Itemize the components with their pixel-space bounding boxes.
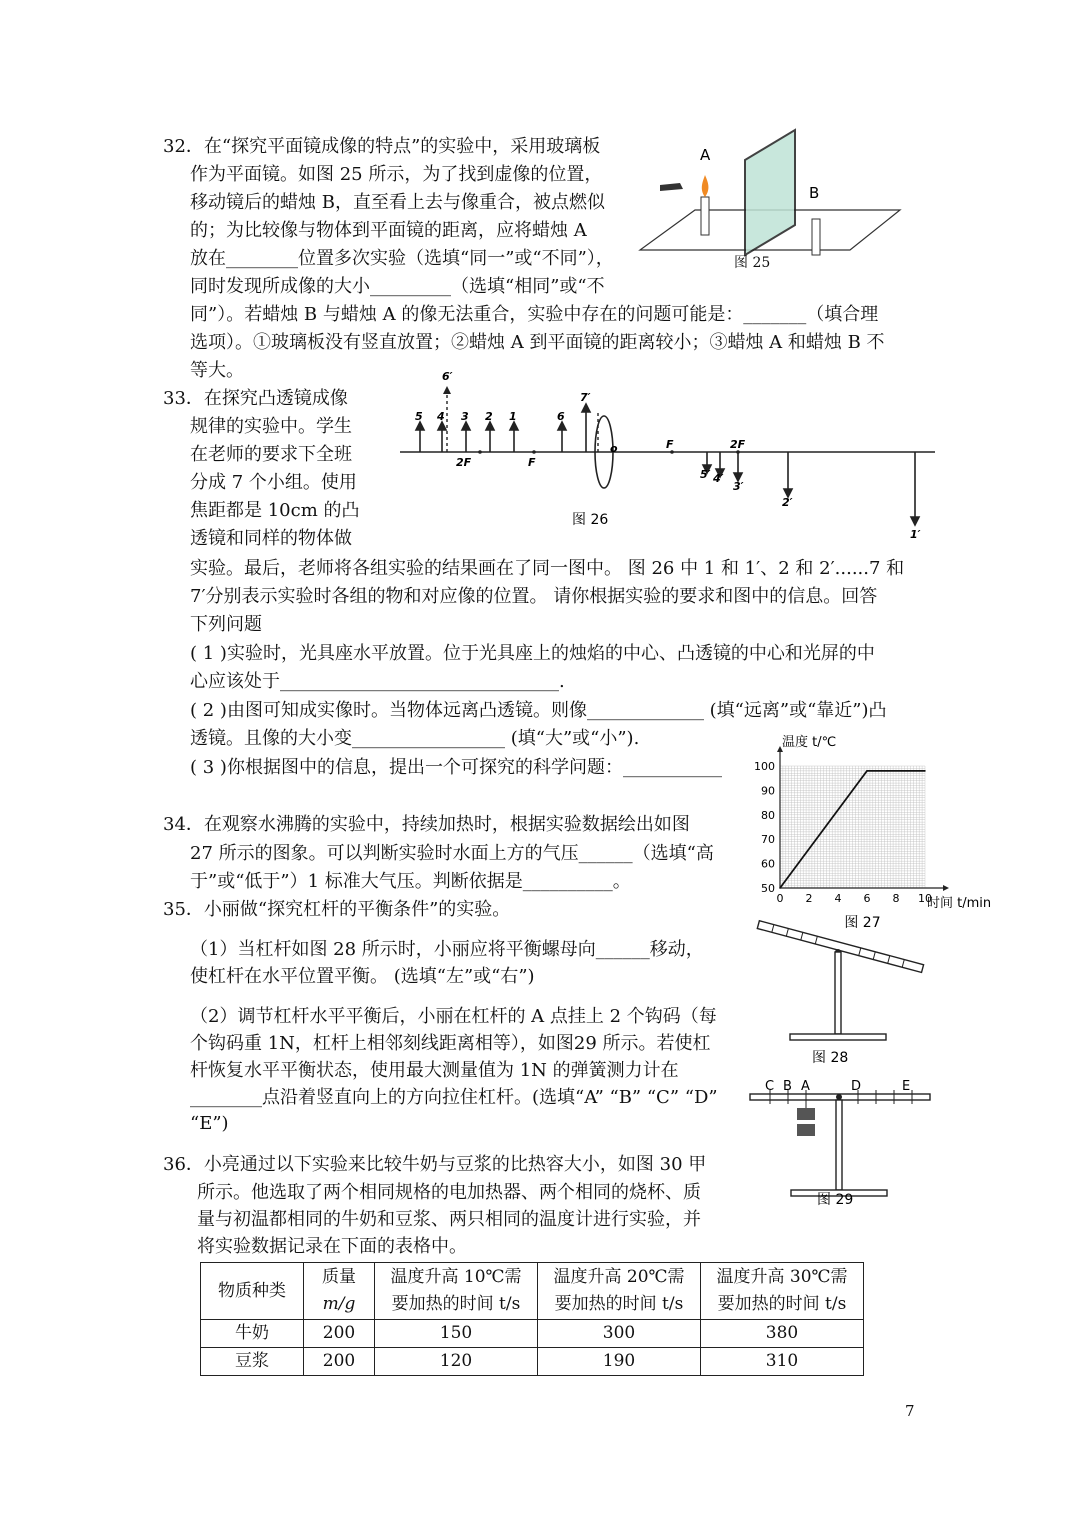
lbl-img1p: 1′ (910, 528, 921, 541)
y-tick-label: 90 (761, 784, 775, 798)
candle-a (701, 197, 709, 235)
table-cell: 豆浆 (201, 1348, 304, 1376)
y-tick-label: 60 (761, 857, 775, 871)
image-6-head (443, 386, 451, 394)
x-tick-label: 10 (918, 892, 932, 905)
q35-line: 杆恢复水平平衡状态，使用最大测量值为 1N 的弹簧测力计在 (190, 1060, 679, 1081)
q35-line: ________点沿着竖直向上的方向拉住杠杆。(选填“A” “B” “C” “D” (190, 1087, 718, 1108)
q32-line: 的；为比较像与物体到平面镜的距离，应将蜡烛 A (190, 220, 587, 241)
stand-pole (835, 952, 841, 1034)
q33-line: 33．在探究凸透镜成像 (163, 388, 348, 409)
data-point (866, 770, 868, 772)
y-tick-label: 80 (761, 808, 775, 822)
q33-line: 分成 7 个小组。使用 (190, 472, 357, 493)
table-cell: 200 (304, 1320, 375, 1348)
x-tick-label: 0 (776, 892, 784, 905)
q33-line: 7′分别表示实验时各组的物和对应像的位置。 请你根据实验的要求和图中的信息。回答 (190, 586, 878, 607)
label-a: A (700, 146, 711, 164)
stand-base (790, 1034, 886, 1040)
q32-line: 同时发现所成像的大小_________（选填“相同”或“不 (190, 276, 605, 297)
q36-line: 所示。他选取了两个相同规格的电加热器、两个相同的烧杯、质 (197, 1182, 701, 1203)
point-e: E (902, 1079, 911, 1094)
lbl-obj7p: 7′ (580, 391, 591, 404)
q34-line: 于”或“低于”）1 标准大气压。判断依据是__________。 (190, 871, 631, 892)
q33-line: 透镜和同样的物体做 (190, 528, 352, 549)
header-line: 温度升高 10℃需 (390, 1267, 522, 1287)
object-5-head (416, 422, 424, 430)
candle-b (812, 219, 820, 255)
flame (702, 175, 709, 197)
q32-line: 选项）。①玻璃板没有竖直放置；②蜡烛 A 到平面镜的距离较小；③蜡烛 A 和蜡烛 B 不 (190, 332, 885, 353)
lbl-obj5: 5 (415, 410, 423, 423)
q33-line: 下列问题 (190, 614, 262, 635)
q32-line: 32．在“探究平面镜成像的特点”的实验中，采用玻璃板 (163, 136, 601, 157)
point-a: A (801, 1079, 810, 1094)
point-b: B (783, 1079, 792, 1094)
data-point (779, 887, 781, 889)
y-tick-label: 100 (754, 760, 775, 773)
q35-line: 使杠杆在水平位置平衡。 (选填“左”或“右”) (190, 966, 535, 987)
lbl-obj3: 3 (461, 410, 469, 423)
q32-line: 放在________位置多次实验（选填“同一”或“不同”）， (190, 248, 614, 269)
q36-line: 量与初温都相同的牛奶和豆浆、两只相同的温度计进行实验，并 (197, 1209, 701, 1230)
q33-line: 焦距都是 10cm 的凸 (190, 500, 360, 521)
hook-weight-1 (797, 1108, 815, 1120)
q33-line: ( 2 )由图可知成实像时。当物体远离凸透镜。则像_____________ (填“远离”或“靠近”)凸 (190, 700, 887, 721)
lbl-obj4: 4 (437, 410, 445, 423)
q33-line: ( 3 )你根据图中的信息，提出一个可探究的科学问题：___________ (190, 757, 722, 778)
table-cell: 150 (375, 1320, 538, 1348)
object-2-head (486, 422, 494, 430)
header-line: 质量 (322, 1267, 356, 1287)
lbl-obj1: 1 (509, 410, 517, 423)
q35-line: （1）当杠杆如图 28 所示时，小丽应将平衡螺母向______移动， (190, 939, 704, 960)
header-cell (538, 1263, 701, 1320)
hook-weight-2 (797, 1124, 815, 1136)
fig25-caption: 图 25 (734, 255, 771, 271)
x-tick-label: 2 (805, 892, 813, 905)
data-table (200, 1262, 864, 1376)
header-line: 要加热的时间 t/s (391, 1294, 521, 1314)
lbl-o: o (610, 442, 618, 455)
q33-line: 心应该处于_______________________________. (190, 671, 565, 692)
object-1-head (510, 422, 518, 430)
stand-pole (836, 1100, 842, 1190)
q33-line: 实验。最后，老师将各组实验的结果画在了同一图中。 图 26 中 1 和 1′、2 和 2′......7 和 (190, 558, 905, 579)
object-6-head (558, 422, 566, 430)
x-tick-label: 8 (892, 892, 900, 905)
q35-title: 35．小丽做“探究杠杆的平衡条件”的实验。 (163, 899, 511, 920)
q34-line: 34．在观察水沸腾的实验中，持续加热时，根据实验数据绘出如图 (163, 814, 690, 835)
fig28-caption: 图 28 (812, 1050, 849, 1066)
q34-line: 27 所示的图象。可以判断实验时水面上方的气压______（选填“高 (190, 843, 714, 864)
glass-plate (745, 130, 795, 255)
lbl-img2p: 2′ (782, 496, 793, 509)
figure-28 (750, 918, 910, 1068)
table-cell: 310 (701, 1348, 864, 1376)
header-cell: 物质种类 (201, 1263, 304, 1320)
q32-line: 等大。 (190, 360, 244, 381)
table-cell: 牛奶 (201, 1320, 304, 1348)
header-line: 温度升高 30℃需 (716, 1267, 848, 1287)
q33-line: ( 1 )实验时，光具座水平放置。位于光具座上的烛焰的中心、凸透镜的中心和光屏的中 (190, 643, 875, 664)
object-3-head (462, 422, 470, 430)
table-header-row (201, 1263, 864, 1320)
q35-line: 个钩码重 1N，杠杆上相邻刻线距离相等），如图29 所示。若使杠 (190, 1033, 711, 1054)
lbl-2f-left: 2F (456, 456, 472, 469)
q35-line: “E”) (190, 1113, 229, 1134)
chart-title: 图 27 (844, 915, 881, 931)
header-cell (304, 1263, 375, 1320)
y-axis-label: 温度 t/℃ (782, 735, 837, 750)
lbl-f-left: F (528, 456, 536, 469)
figure-26 (400, 368, 940, 548)
q32-line: 作为平面镜。如图 25 所示，为了找到虚像的位置， (190, 164, 603, 185)
q36-line: 36．小亮通过以下实验来比较牛奶与豆浆的比热容大小，如图 30 甲 (163, 1154, 707, 1175)
figure-29 (745, 1078, 935, 1213)
header-cell (375, 1263, 538, 1320)
q32-line: 移动镜后的蜡烛 B，直至看上去与像重合，被点燃似 (190, 192, 605, 213)
data-point (924, 770, 926, 772)
header-line: 要加热的时间 t/s (717, 1294, 847, 1314)
figure-25 (635, 125, 905, 270)
figure-27-chart (745, 735, 992, 938)
x-tick-label: 4 (834, 892, 842, 905)
label-b: B (809, 184, 820, 202)
x-axis-arrow (943, 885, 949, 891)
table-cell: 120 (375, 1348, 538, 1376)
object-7-head (582, 404, 590, 412)
header-line: m/g (322, 1294, 356, 1314)
page-number: 7 (905, 1402, 915, 1420)
lbl-obj2: 2 (485, 410, 493, 423)
x-axis-label: 时间 t/min (927, 896, 992, 911)
y-tick-label: 50 (761, 882, 775, 895)
header-cell (701, 1263, 864, 1320)
lbl-img3p: 3′ (733, 480, 744, 493)
table-cell: 380 (701, 1320, 864, 1348)
q33-line: 在老师的要求下全班 (190, 444, 352, 465)
table-cell: 200 (304, 1348, 375, 1376)
header-line: 要加热的时间 t/s (554, 1294, 684, 1314)
fig26-caption: 图 26 (572, 512, 609, 528)
y-tick-label: 70 (761, 833, 775, 847)
point-d: D (851, 1079, 862, 1094)
eye-icon (660, 183, 683, 191)
q35-line: （2）调节杠杆水平平衡后，小丽在杠杆的 A 点挂上 2 个钩码（每 (190, 1006, 717, 1027)
table-row (201, 1320, 864, 1348)
fig29-caption: 图 29 (817, 1192, 854, 1208)
table-cell: 190 (538, 1348, 701, 1376)
q32-line: 同”）。若蜡烛 B 与蜡烛 A 的像无法重合，实验中存在的问题可能是：_______（填合理 (190, 304, 879, 325)
object-4-head (438, 422, 446, 430)
header-line: 温度升高 20℃需 (553, 1267, 685, 1287)
lbl-obj6: 6 (557, 410, 565, 423)
lbl-f-right: F (666, 438, 674, 451)
q33-line: 透镜。且像的大小变_________________ (填“大”或“小”). (190, 728, 640, 749)
x-tick-label: 6 (863, 892, 871, 905)
table-cell: 300 (538, 1320, 701, 1348)
lbl-img5p: 5′ (700, 468, 711, 481)
q36-line: 将实验数据记录在下面的表格中。 (197, 1236, 467, 1257)
point-c: C (765, 1079, 775, 1094)
lbl-2f-right: 2F (730, 438, 746, 451)
table-row (201, 1348, 864, 1376)
lbl-img6p: 6′ (442, 370, 453, 383)
lbl-img4p: 4′ (713, 472, 724, 485)
q33-line: 规律的实验中。学生 (190, 416, 352, 437)
